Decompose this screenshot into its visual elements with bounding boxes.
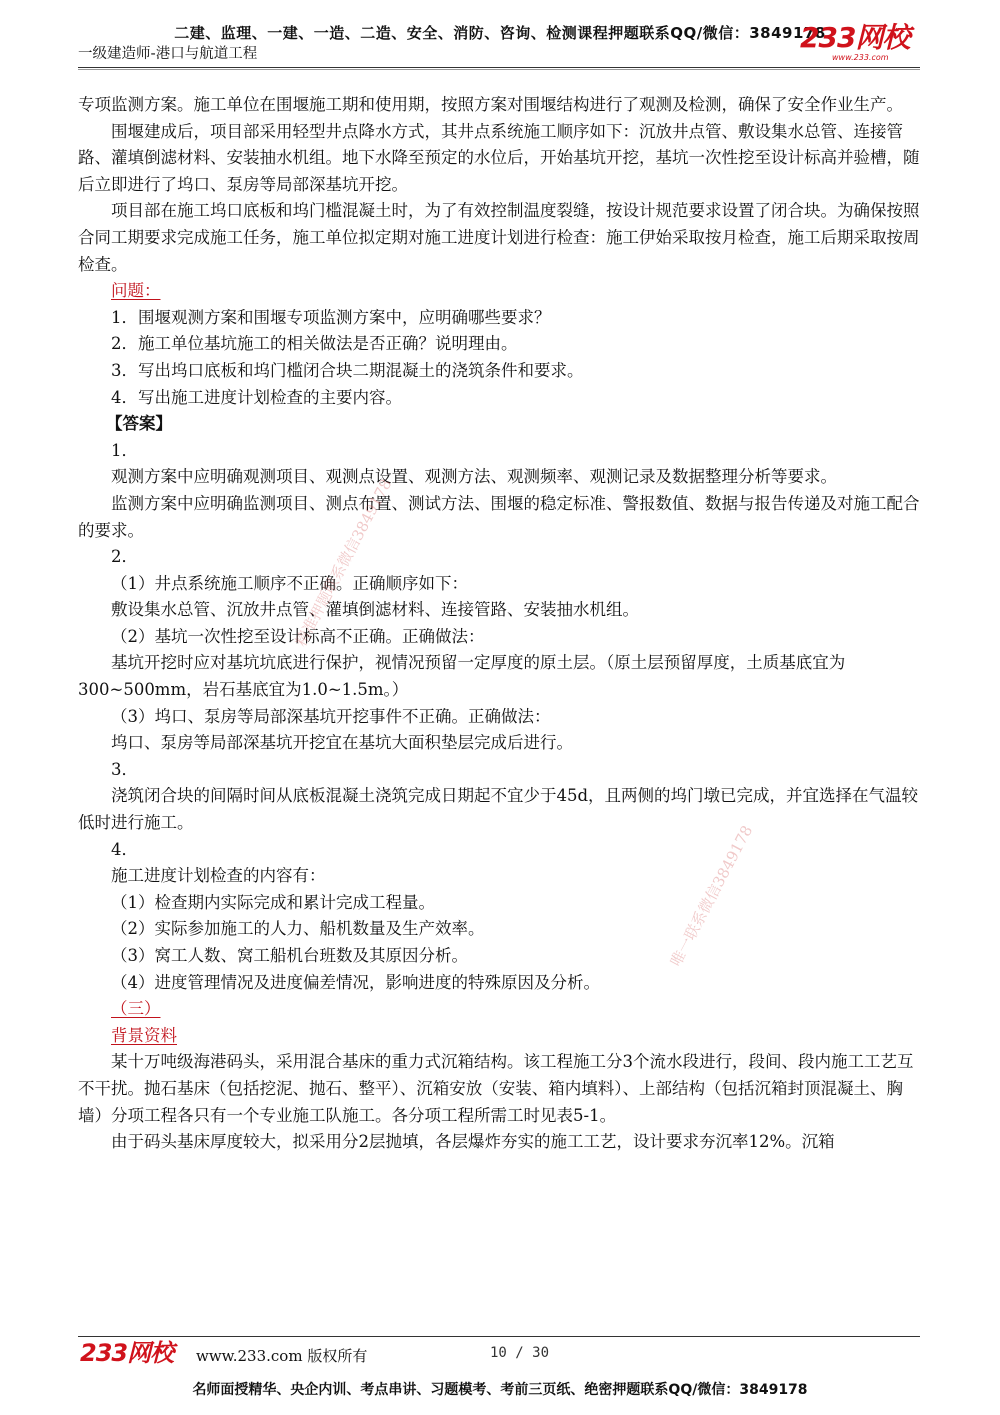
header-logo-url: www.233.com: [832, 53, 889, 62]
answer-paragraph: 观测方案中应明确观测项目、观测点设置、观测方法、观测频率、观测记录及数据整理分析等要求。: [111, 467, 837, 487]
header-divider: [78, 67, 920, 68]
answer-subitem: （4）进度管理情况及进度偏差情况，影响进度的特殊原因及分析。: [111, 972, 600, 992]
header-subtitle: 一级建造师-港口与航道工程: [78, 46, 258, 62]
answer-subitem: （1）井点系统施工顺序不正确。正确顺序如下：: [111, 573, 468, 593]
answer-number: 3．: [111, 759, 138, 779]
paragraph: 围堰建成后，项目部采用轻型井点降水方式，其井点系统施工顺序如下：沉放井点管、敷设集水总管、连接管路、灌填倒滤材料、安装抽水机组。地下水降至预定的水位后，开始基坑开挖，基坑一次性挖至设计标高并验槽，随后立即进行了坞口、泵房等局部深基坑开挖。: [78, 121, 920, 194]
answer-paragraph: 监测方案中应明确监测项目、测点布置、测试方法、围堰的稳定标准、警报数值、数据与报告传递及对施工配合的要求。: [78, 493, 920, 540]
paragraph: 某十万吨级海港码头，采用混合基床的重力式沉箱结构。该工程施工分3个流水段进行，段间、段内施工工艺互不干扰。抛石基床（包括挖泥、抛石、整平）、沉箱安放（安装、箱内填料）、上部结构（包括沉箱封顶混凝土、胸墙）分项工程各只有一个专业施工队施工。各分项工程所需工时见表5-1。: [78, 1052, 914, 1125]
header-divider-thin: [78, 69, 920, 70]
paragraph: 项目部在施工坞口底板和坞门槛混凝土时，为了有效控制温度裂缝，按设计规范要求设置了闭合块。为确保按照合同工期要求完成施工任务，施工单位拟定期对施工进度计划进行检查：施工伊始采取按月检查，施工后期采取按周检查。: [78, 201, 920, 274]
header-logo: 233网校: [800, 21, 910, 54]
page-content: [78, 92, 926, 1156]
answer-subitem: （3）窝工人数、窝工船机台班数及其原因分析。: [111, 946, 468, 965]
footer-promo: 名师面授精华、央企内训、考点串讲、习题模考、考前三页纸、绝密押题联系QQ/微信：3849178: [192, 1382, 808, 1398]
paragraph: 专项监测方案。施工单位在围堰施工期和使用期，按照方案对围堰结构进行了观测及检测，确保了安全作业生产。: [78, 95, 903, 114]
answer-number: 1．: [111, 440, 138, 460]
section-heading: （三）: [111, 999, 161, 1019]
answer-paragraph: 敷设集水总管、沉放井点管、灌填倒滤材料、连接管路、安装抽水机组。: [111, 600, 639, 620]
answer-paragraph: 坞口、泵房等局部深基坑开挖宜在基坑大面积垫层完成后进行。: [111, 733, 573, 753]
answer-heading: 【答案】: [106, 414, 172, 434]
question-item: 1．围堰观测方案和围堰专项监测方案中，应明确哪些要求？: [111, 307, 551, 327]
answer-number: 4．: [111, 839, 138, 859]
watermark: 唯一联系微信3849178: [666, 822, 757, 970]
header-promo: 二建、监理、一建、一造、二造、安全、消防、咨询、检测课程押题联系QQ/微信：3849178: [174, 24, 826, 42]
paragraph: 由于码头基床厚度较大，拟采用分2层抛填，各层爆炸夯实的施工工艺，设计要求夯沉率12%。沉箱: [111, 1132, 835, 1152]
background-heading: 背景资料: [111, 1025, 177, 1045]
question-heading: 问题：: [111, 281, 161, 301]
answer-subitem: （2）基坑一次性挖至设计标高不正确。正确做法：: [111, 626, 485, 646]
answer-paragraph: 施工进度计划检查的内容有：: [111, 866, 326, 886]
answer-paragraph: 基坑开挖时应对基坑坑底进行保护，视情况预留一定厚度的原土层。（原土层预留厚度，土质基底宜为300~500mm，岩石基底宜为1.0~1.5m。）: [78, 653, 846, 700]
watermark: 精准押题联系微信3849178: [291, 475, 396, 650]
question-item: 2．施工单位基坑施工的相关做法是否正确？说明理由。: [111, 334, 518, 354]
footer-logo: 233网校: [80, 1339, 174, 1367]
question-item: 3．写出坞口底板和坞门槛闭合块二期混凝土的浇筑条件和要求。: [111, 360, 584, 380]
answer-paragraph: 浇筑闭合块的间隔时间从底板混凝土浇筑完成日期起不宜少于45d，且两侧的坞门墩已完成，并宜选择在气温较低时进行施工。: [78, 786, 919, 833]
answer-subitem: （3）坞口、泵房等局部深基坑开挖事件不正确。正确做法：: [111, 706, 551, 726]
page-number: 10 / 30: [490, 1345, 550, 1361]
footer-divider: [78, 1336, 920, 1337]
answer-number: 2．: [111, 547, 138, 567]
answer-subitem: （2）实际参加施工的人力、船机数量及生产效率。: [111, 919, 485, 939]
question-item: 4．写出施工进度计划检查的主要内容。: [111, 387, 402, 407]
answer-subitem: （1）检查期内实际完成和累计完成工程量。: [111, 892, 435, 912]
footer-copyright: www.233.com 版权所有: [196, 1347, 368, 1365]
